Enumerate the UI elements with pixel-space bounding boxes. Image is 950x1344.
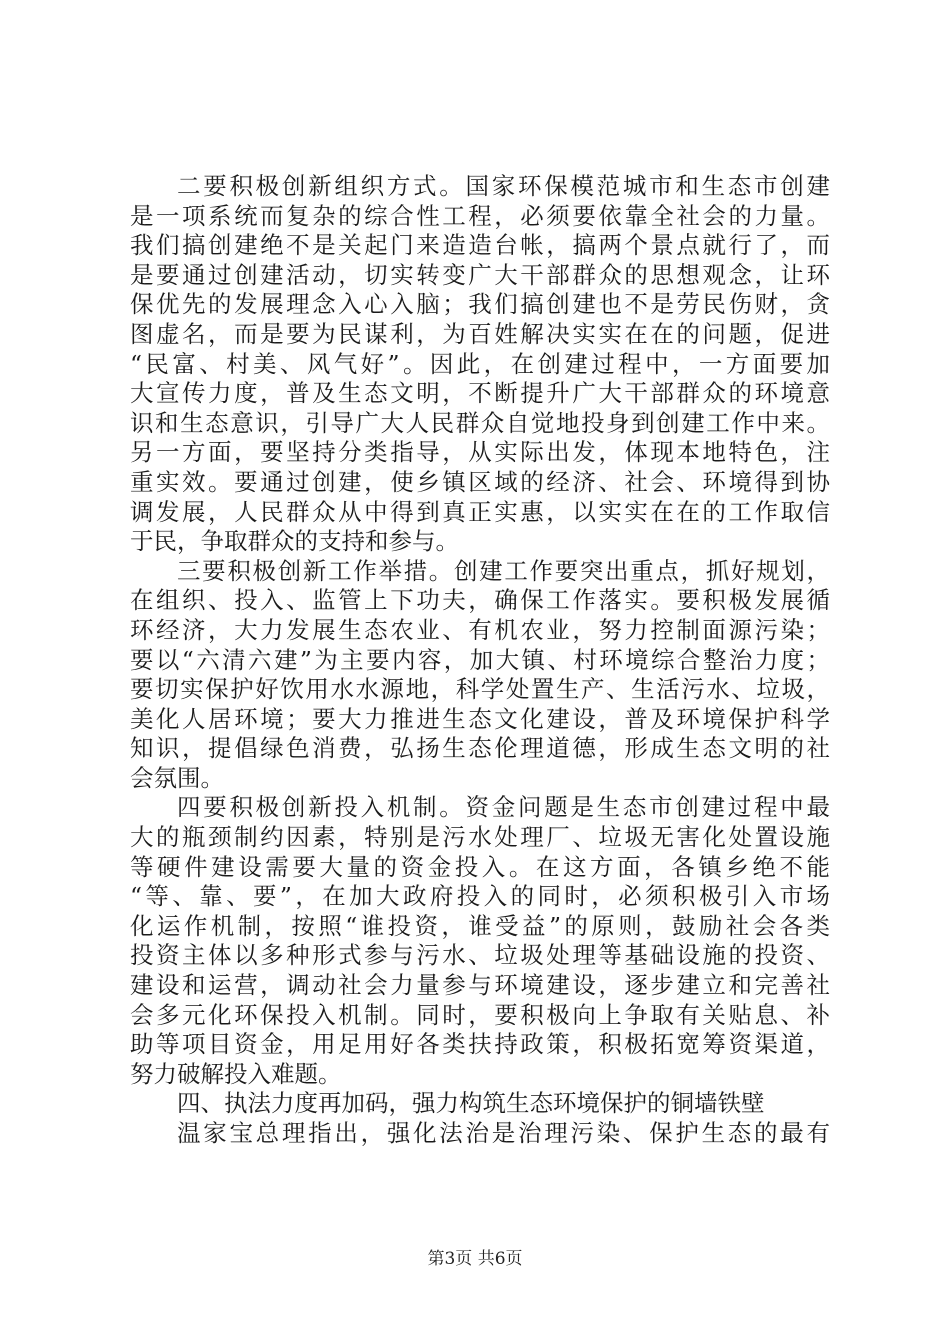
paragraph-2-line-8: 大宣传力度，普及生态文明，不断提升广大干部群众的环境意 xyxy=(130,379,830,408)
paragraph-2-line-11: 重实效。要通过创建，使乡镇区域的经济、社会、环境得到协 xyxy=(130,467,830,496)
paragraph-3-line-4: 要以“六清六建”为主要内容，加大镇、村环境综合整治力度； xyxy=(130,645,830,674)
paragraph-2-line-4: 是要通过创建活动，切实转变广大干部群众的思想观念，让环 xyxy=(130,260,830,289)
paragraph-2-line-3: 我们搞创建绝不是关起门来造造台帐，搞两个景点就行了，而 xyxy=(130,231,830,260)
paragraph-4-line-7: 建设和运营，调动社会力量参与环境建设，逐步建立和完善社 xyxy=(130,971,830,1000)
paragraph-4-line-4: “等、靠、要”，在加大政府投入的同时，必须积极引入市场 xyxy=(130,882,830,911)
paragraph-3-line-7: 知识，提倡绿色消费，弘扬生态伦理道德，形成生态文明的社 xyxy=(130,734,830,763)
paragraph-4-line-2: 大的瓶颈制约因素，特别是污水处理厂、垃圾无害化处置设施 xyxy=(130,823,830,852)
paragraph-5-line-1: 温家宝总理指出，强化法治是治理污染、保护生态的最有 xyxy=(177,1119,830,1147)
paragraph-3-line-5: 要切实保护好饮用水水源地，科学处置生产、生活污水、垃圾， xyxy=(130,675,830,704)
paragraph-4-line-3: 等硬件建设需要大量的资金投入。在这方面，各镇乡绝不能 xyxy=(130,852,830,881)
paragraph-2-line-9: 识和生态意识，引导广大人民群众自觉地投身到创建工作中来。 xyxy=(130,408,830,437)
paragraph-3-line-3: 环经济，大力发展生态农业、有机农业，努力控制面源污染； xyxy=(130,615,830,644)
paragraph-3-line-6: 美化人居环境；要大力推进生态文化建设，普及环境保护科学 xyxy=(130,704,830,733)
paragraph-3-line-8: 会氛围。 xyxy=(130,763,224,792)
page-number-footer: 第3页 共6页 xyxy=(427,1249,523,1269)
paragraph-2-line-6: 图虚名，而是要为民谋利，为百姓解决实实在在的问题，促进 xyxy=(130,319,830,348)
paragraph-4-line-1: 四要积极创新投入机制。资金问题是生态市创建过程中最 xyxy=(177,793,830,822)
section-heading: 四、执法力度再加码，强力构筑生态环境保护的铜墙铁壁 xyxy=(177,1089,765,1118)
paragraph-4-line-9: 助等项目资金，用足用好各类扶持政策，积极拓宽筹资渠道， xyxy=(130,1030,830,1059)
paragraph-2-line-12: 调发展，人民群众从中得到真正实惠，以实实在在的工作取信 xyxy=(130,497,830,526)
paragraph-3-line-1: 三要积极创新工作举措。创建工作要突出重点，抓好规划， xyxy=(177,556,830,585)
paragraph-3-line-2: 在组织、投入、监管上下功夫，确保工作落实。要积极发展循 xyxy=(130,586,830,615)
paragraph-2-line-13: 于民，争取群众的支持和参与。 xyxy=(130,527,459,556)
paragraph-4-line-5: 化运作机制，按照“谁投资，谁受益”的原则，鼓励社会各类 xyxy=(130,911,830,940)
document-body xyxy=(130,172,830,1149)
paragraph-2-line-7: “民富、村美、风气好”。因此，在创建过程中，一方面要加 xyxy=(130,349,830,378)
paragraph-2-line-10: 另一方面，要坚持分类指导，从实际出发，体现本地特色，注 xyxy=(130,438,830,467)
paragraph-2-line-2: 是一项系统而复杂的综合性工程，必须要依靠全社会的力量。 xyxy=(130,201,830,230)
paragraph-2-line-5: 保优先的发展理念入心入脑；我们搞创建也不是劳民伤财，贪 xyxy=(130,290,830,319)
paragraph-2-line-1: 二要积极创新组织方式。国家环保模范城市和生态市创建 xyxy=(177,172,830,200)
paragraph-4-line-10: 努力破解投入难题。 xyxy=(130,1059,342,1088)
paragraph-4-line-6: 投资主体以多种形式参与污水、垃圾处理等基础设施的投资、 xyxy=(130,941,830,970)
paragraph-4-line-8: 会多元化环保投入机制。同时，要积极向上争取有关贴息、补 xyxy=(130,1000,830,1029)
